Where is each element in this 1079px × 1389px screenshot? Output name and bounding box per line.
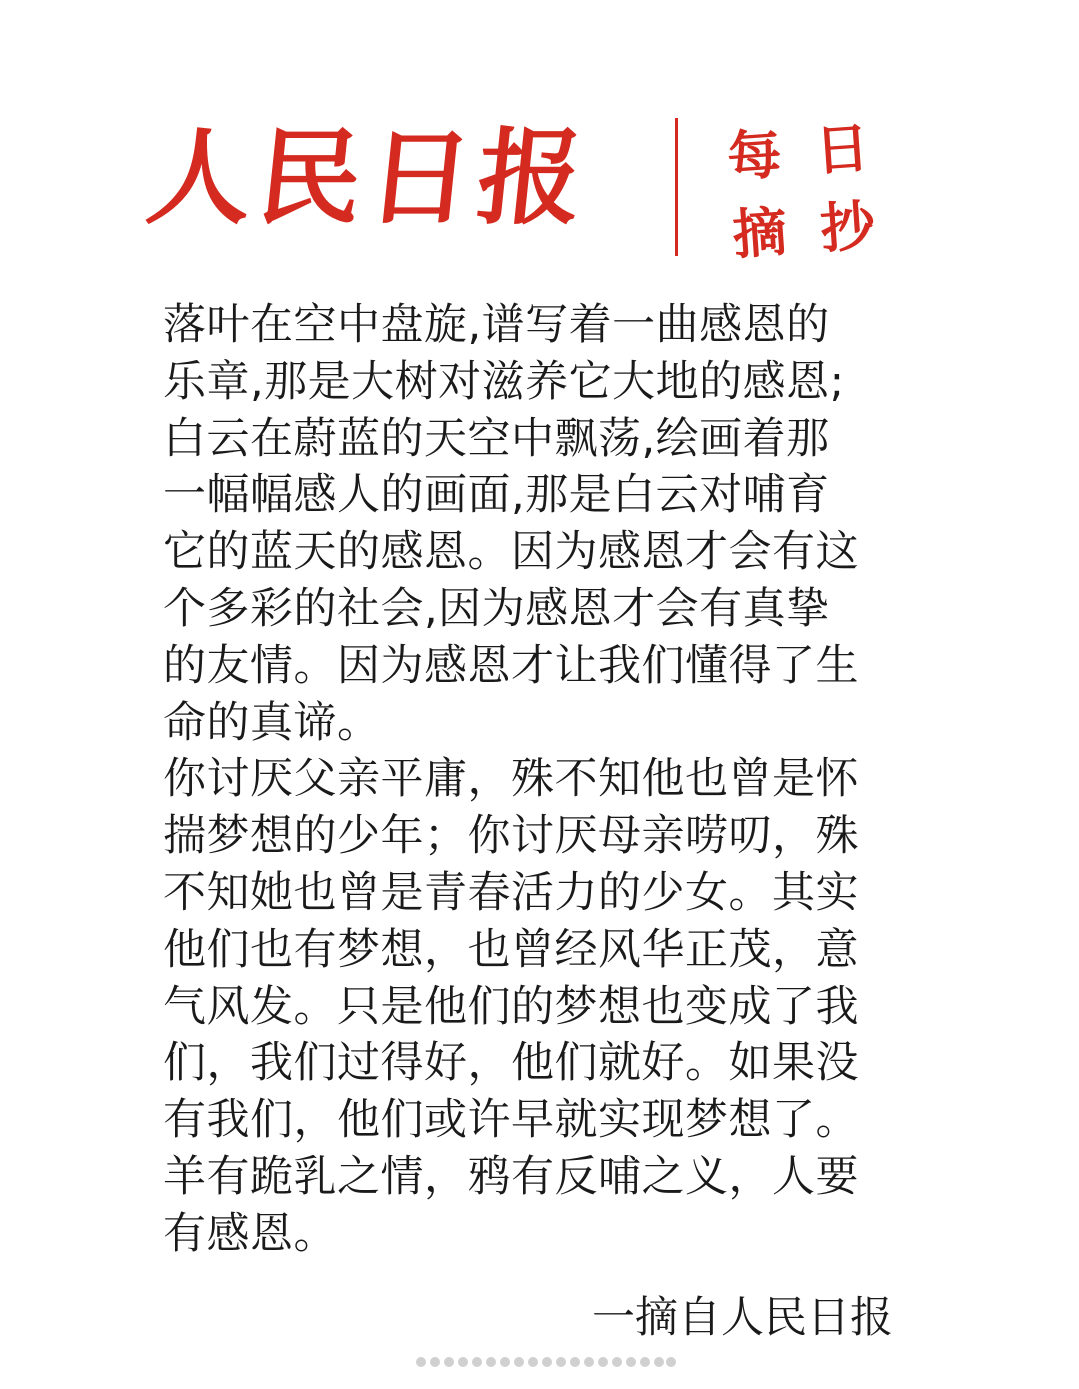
article-body [163, 297, 953, 1263]
masthead-side-line-1: 每日 [725, 112, 906, 189]
article-line: 羊有跪乳之情，鸦有反哺之义，人要 [163, 1151, 859, 1202]
article-line: 不知她也曾是青春活力的少女。其实 [163, 867, 859, 918]
article-line: 揣梦想的少年；你讨厌母亲唠叨，殊 [163, 811, 859, 862]
article-line: 它的蓝天的感恩。因为感恩才会有这 [163, 527, 859, 578]
masthead-column-label [725, 106, 911, 273]
article-line: 们，我们过得好，他们就好。如果没 [163, 1038, 859, 1089]
article-line: 命的真谛。 [163, 697, 381, 748]
article-line: 有我们，他们或许早就实现梦想了。 [163, 1095, 859, 1146]
masthead [0, 0, 1079, 280]
article-line: 一幅幅感人的画面,那是白云对哺育 [163, 470, 830, 521]
article-line: 乐章,那是大树对滋养它大地的感恩; [163, 356, 845, 407]
article-line: 个多彩的社会,因为感恩才会有真挚 [163, 583, 830, 634]
watermark-dots [415, 1356, 677, 1368]
article-line: 气风发。只是他们的梦想也变成了我 [163, 981, 859, 1032]
article-line: 你讨厌父亲平庸，殊不知他也曾是怀 [163, 754, 859, 805]
masthead-side-line-2: 摘抄 [730, 190, 911, 267]
article-line: 白云在蔚蓝的天空中飘荡,绘画着那 [163, 413, 830, 464]
article-line: 的友情。因为感恩才让我们懂得了生 [163, 640, 859, 691]
masthead-divider [675, 118, 678, 256]
article-line: 有感恩。 [163, 1208, 337, 1259]
masthead-title: 人民日报 [141, 116, 595, 239]
article-line: 落叶在空中盘旋,谱写着一曲感恩的 [163, 300, 830, 350]
article-line: 他们也有梦想，也曾经风华正茂，意 [163, 924, 859, 975]
source-attribution: 一摘自人民日报 [592, 1293, 893, 1343]
